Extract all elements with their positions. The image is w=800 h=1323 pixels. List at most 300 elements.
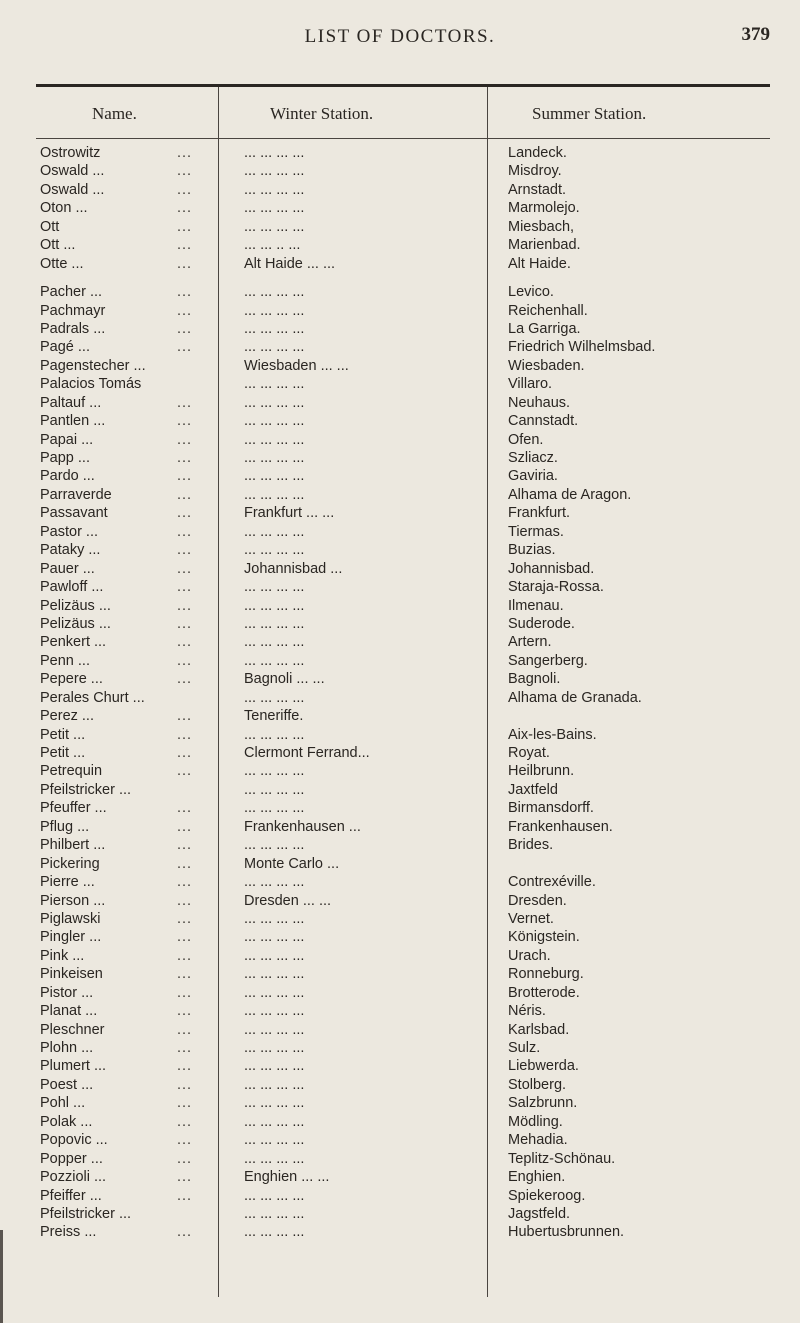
doctor-name: Otte ...: [40, 255, 84, 272]
doctor-name: Pacher ...: [40, 284, 103, 301]
table-row: [0, 928, 800, 946]
winter-station: Johannisbad ...: [244, 560, 343, 577]
table-row: [0, 707, 800, 725]
winter-station: ... ... ... ...: [244, 1076, 305, 1093]
winter-station: ... ... ... ...: [244, 763, 305, 780]
winter-station: ... ... ... ...: [244, 450, 305, 466]
name-leader-dots: ...: [177, 284, 193, 301]
doctor-name: Pfeuffer ...: [40, 800, 107, 817]
summer-station: Ilmenau.: [508, 597, 564, 614]
doctor-name: Petit ...: [40, 745, 86, 761]
name-leader-dots: ...: [177, 560, 193, 577]
winter-station: ... ... ... ...: [244, 1021, 305, 1038]
winter-station: ... ... ... ...: [244, 163, 305, 180]
name-leader-dots: ...: [177, 579, 193, 596]
summer-station: Reichenhall.: [508, 302, 588, 319]
doctor-name: Popper ...: [40, 1150, 103, 1167]
table-row: [0, 560, 800, 578]
doctor-name: Plumert ...: [40, 1058, 107, 1075]
table-row: [0, 357, 800, 375]
page-number: 379: [741, 24, 770, 45]
name-leader-dots: ...: [177, 929, 193, 946]
winter-station: ... ... ... ...: [244, 615, 305, 632]
name-leader-dots: ...: [177, 505, 193, 522]
name-leader-dots: ...: [177, 394, 193, 411]
summer-station: Heilbrunn.: [508, 763, 575, 780]
winter-station: ... ... ... ...: [244, 320, 305, 337]
header-rule: [36, 138, 770, 139]
table-row: [0, 615, 800, 633]
doctor-name: Pingler ...: [40, 929, 102, 946]
doctor-name: Pierre ...: [40, 874, 95, 891]
summer-station: Salzbrunn.: [508, 1095, 578, 1112]
doctor-name: Ott: [40, 218, 60, 235]
table-row: [0, 1076, 800, 1094]
table-row: [0, 523, 800, 541]
table-row: [0, 965, 800, 983]
doctor-name: Pickering: [40, 855, 100, 872]
summer-station: Tiermas.: [508, 523, 564, 540]
doctor-name: Papai ...: [40, 431, 94, 448]
row-spacer: [0, 273, 800, 283]
table-row: [0, 799, 800, 817]
doctor-name: Pepere ...: [40, 671, 103, 688]
table-row: [0, 181, 800, 199]
table-row: [0, 762, 800, 780]
winter-station: ... ... ... ...: [244, 781, 305, 798]
winter-station: ... ... ... ...: [244, 145, 305, 161]
winter-station: ... ... ... ...: [244, 947, 305, 964]
table-row: [0, 1094, 800, 1112]
winter-station: ... ... .. ...: [244, 237, 301, 254]
table-row: [0, 431, 800, 449]
name-leader-dots: ...: [177, 745, 193, 761]
winter-station: ... ... ... ...: [244, 302, 305, 319]
doctor-name: Pleschner: [40, 1021, 105, 1038]
doctor-name: Ostrowitz: [40, 145, 101, 161]
doctor-name: Oswald ...: [40, 181, 105, 198]
winter-station: ... ... ... ...: [244, 726, 305, 743]
name-leader-dots: ...: [177, 450, 193, 466]
winter-station: ... ... ... ...: [244, 984, 305, 1001]
summer-station: Staraja-Rossa.: [508, 579, 604, 596]
running-title: LIST OF DOCTORS.: [304, 26, 496, 47]
name-leader-dots: ...: [177, 966, 193, 983]
winter-station: ... ... ... ...: [244, 634, 305, 651]
doctor-name: Pawloff ...: [40, 579, 104, 596]
summer-station: Urach.: [508, 947, 551, 964]
doctor-name: Philbert ...: [40, 837, 106, 854]
doctor-name: Pastor ...: [40, 523, 99, 540]
winter-station: ... ... ... ...: [244, 910, 305, 927]
table-row: [0, 338, 800, 356]
doctor-name: Perez ...: [40, 708, 94, 725]
name-leader-dots: ...: [177, 1003, 193, 1020]
table-row: [0, 302, 800, 320]
summer-station: Alt Haide.: [508, 255, 571, 272]
winter-station: ... ... ... ...: [244, 837, 305, 854]
table-row: [0, 1021, 800, 1039]
winter-station: ... ... ... ...: [244, 874, 305, 891]
doctor-name: Perales Churt ...: [40, 689, 145, 706]
name-leader-dots: ...: [177, 486, 193, 503]
name-leader-dots: ...: [177, 1076, 193, 1093]
winter-station: ... ... ... ...: [244, 689, 305, 706]
table-row: [0, 818, 800, 836]
table-row: [0, 486, 800, 504]
doctor-name: Papp ...: [40, 450, 90, 466]
winter-station: Bagnoli ... ...: [244, 671, 325, 688]
summer-station: Mödling.: [508, 1113, 563, 1130]
table-row: [0, 1039, 800, 1057]
doctor-name: Paltauf ...: [40, 394, 102, 411]
doctor-name: Pfeiffer ...: [40, 1187, 102, 1204]
name-leader-dots: ...: [177, 763, 193, 780]
summer-station: Néris.: [508, 1003, 546, 1020]
winter-station: ... ... ... ...: [244, 1132, 305, 1149]
name-leader-dots: ...: [177, 947, 193, 964]
summer-station: Bagnoli.: [508, 671, 561, 688]
doctor-name: Penn ...: [40, 652, 90, 669]
summer-station: Ofen.: [508, 431, 544, 448]
table-row: [0, 855, 800, 873]
winter-station: ... ... ... ...: [244, 200, 305, 217]
table-row: [0, 1113, 800, 1131]
table-row: [0, 199, 800, 217]
summer-station: Levico.: [508, 284, 554, 301]
summer-station: Vernet.: [508, 910, 554, 927]
summer-station: Frankfurt.: [508, 505, 571, 522]
summer-station: Neuhaus.: [508, 394, 571, 411]
table-row: [0, 633, 800, 651]
summer-station: Friedrich Wilhelmsbad.: [508, 339, 656, 356]
winter-station: ... ... ... ...: [244, 413, 305, 430]
name-leader-dots: ...: [177, 1224, 193, 1241]
top-rule: [36, 84, 770, 87]
summer-station: Brotterode.: [508, 984, 580, 1001]
name-leader-dots: ...: [177, 181, 193, 198]
name-leader-dots: ...: [177, 892, 193, 909]
winter-station: Enghien ... ...: [244, 1169, 330, 1186]
summer-station: Villaro.: [508, 376, 553, 393]
winter-station: Frankenhausen ...: [244, 818, 361, 835]
winter-station: ... ... ... ...: [244, 579, 305, 596]
table-row: [0, 1223, 800, 1241]
doctor-name: Pagé ...: [40, 339, 90, 356]
doctor-table: [0, 144, 800, 1242]
name-leader-dots: ...: [177, 597, 193, 614]
doctor-name: Pfeilstricker ...: [40, 1205, 132, 1222]
doctor-name: Pachmayr: [40, 302, 106, 319]
name-leader-dots: ...: [177, 652, 193, 669]
summer-station: Misdroy.: [508, 163, 562, 180]
doctor-name: Pauer ...: [40, 560, 95, 577]
table-row: [0, 836, 800, 854]
doctor-name: Popovic ...: [40, 1132, 108, 1149]
winter-station: ... ... ... ...: [244, 652, 305, 669]
table-row: [0, 726, 800, 744]
table-row: [0, 394, 800, 412]
table-row: [0, 1131, 800, 1149]
name-leader-dots: ...: [177, 413, 193, 430]
summer-station: Königstein.: [508, 929, 580, 946]
table-row: [0, 910, 800, 928]
table-row: [0, 670, 800, 688]
name-leader-dots: ...: [177, 855, 193, 872]
table-row: [0, 504, 800, 522]
name-leader-dots: ...: [177, 1113, 193, 1130]
summer-station: Birmansdorff.: [508, 800, 594, 817]
table-row: [0, 652, 800, 670]
summer-station: Hubertusbrunnen.: [508, 1224, 625, 1241]
doctor-name: Pataky ...: [40, 542, 101, 559]
summer-station: Spiekeroog.: [508, 1187, 586, 1204]
summer-station: Aix-les-Bains.: [508, 726, 597, 743]
table-row: [0, 744, 800, 762]
summer-station: Stolberg.: [508, 1076, 567, 1093]
header-winter-station: Winter Station.: [270, 104, 374, 123]
page-header: [0, 22, 800, 52]
doctor-name: Ott ...: [40, 237, 76, 254]
summer-station: Wiesbaden.: [508, 357, 585, 374]
name-leader-dots: ...: [177, 1169, 193, 1186]
doctor-name: Plohn ...: [40, 1040, 94, 1056]
winter-station: ... ... ... ...: [244, 1058, 305, 1075]
winter-station: ... ... ... ...: [244, 1150, 305, 1167]
name-leader-dots: ...: [177, 1058, 193, 1075]
name-leader-dots: ...: [177, 837, 193, 854]
table-row: [0, 1205, 800, 1223]
summer-station: Mehadia.: [508, 1132, 568, 1149]
doctor-name: Oton ...: [40, 200, 88, 217]
table-row: [0, 162, 800, 180]
doctor-name: Parraverde: [40, 486, 112, 503]
name-leader-dots: ...: [177, 468, 193, 485]
winter-station: ... ... ... ...: [244, 376, 305, 393]
table-row: [0, 873, 800, 891]
doctor-name: Pelizäus ...: [40, 615, 111, 632]
winter-station: ... ... ... ...: [244, 597, 305, 614]
summer-station: Sangerberg.: [508, 652, 588, 669]
table-row: [0, 984, 800, 1002]
name-leader-dots: ...: [177, 615, 193, 632]
table-row: [0, 144, 800, 162]
doctor-name: Pelizäus ...: [40, 597, 111, 614]
name-leader-dots: ...: [177, 708, 193, 725]
name-leader-dots: ...: [177, 237, 193, 254]
name-leader-dots: ...: [177, 1021, 193, 1038]
table-row: [0, 1002, 800, 1020]
table-row: [0, 255, 800, 273]
name-leader-dots: ...: [177, 1187, 193, 1204]
doctor-name: Poest ...: [40, 1076, 94, 1093]
doctor-name: Pardo ...: [40, 468, 95, 485]
summer-station: Alhama de Aragon.: [508, 486, 632, 503]
winter-station: ... ... ... ...: [244, 1187, 305, 1204]
table-row: [0, 467, 800, 485]
doctor-name: Penkert ...: [40, 634, 107, 651]
summer-station: Karlsbad.: [508, 1021, 570, 1038]
winter-station: ... ... ... ...: [244, 542, 305, 559]
name-leader-dots: ...: [177, 800, 193, 817]
table-row: [0, 412, 800, 430]
name-leader-dots: ...: [177, 200, 193, 217]
winter-station: ... ... ... ...: [244, 523, 305, 540]
winter-station: ... ... ... ...: [244, 1205, 305, 1222]
summer-station: Suderode.: [508, 615, 575, 632]
table-row: [0, 892, 800, 910]
doctor-name: Polak ...: [40, 1113, 93, 1130]
doctor-name: Pinkeisen: [40, 966, 103, 983]
summer-station: Alhama de Granada.: [508, 689, 642, 706]
winter-station: ... ... ... ...: [244, 394, 305, 411]
name-leader-dots: ...: [177, 542, 193, 559]
table-row: [0, 597, 800, 615]
name-leader-dots: ...: [177, 431, 193, 448]
summer-station: Cannstadt.: [508, 413, 579, 430]
table-row: [0, 1150, 800, 1168]
doctor-name: Pagenstecher ...: [40, 357, 146, 374]
summer-station: Artern.: [508, 634, 552, 651]
table-row: [0, 236, 800, 254]
summer-station: Royat.: [508, 745, 550, 761]
summer-station: Enghien.: [508, 1169, 566, 1186]
winter-station: Teneriffe.: [244, 708, 304, 725]
doctor-name: Preiss ...: [40, 1224, 97, 1241]
table-row: [0, 449, 800, 467]
doctor-name: Pistor ...: [40, 984, 94, 1001]
summer-station: Dresden.: [508, 892, 567, 909]
doctor-name: Pierson ...: [40, 892, 106, 909]
summer-station: Ronneburg.: [508, 966, 584, 983]
name-leader-dots: ...: [177, 726, 193, 743]
name-leader-dots: ...: [177, 1150, 193, 1167]
table-row: [0, 320, 800, 338]
name-leader-dots: ...: [177, 1132, 193, 1149]
doctor-name: Petrequin: [40, 763, 103, 780]
summer-station: Liebwerda.: [508, 1058, 579, 1075]
doctor-name: Planat ...: [40, 1003, 98, 1020]
doctor-name: Piglawski: [40, 910, 101, 927]
table-row: [0, 578, 800, 596]
winter-station: ... ... ... ...: [244, 486, 305, 503]
doctor-name: Pink ...: [40, 947, 85, 964]
name-leader-dots: ...: [177, 302, 193, 319]
name-leader-dots: ...: [177, 874, 193, 891]
summer-station: La Garriga.: [508, 320, 581, 337]
name-leader-dots: ...: [177, 1040, 193, 1056]
winter-station: ... ... ... ...: [244, 1224, 305, 1241]
summer-station: Landeck.: [508, 145, 567, 161]
winter-station: ... ... ... ...: [244, 800, 305, 817]
table-row: [0, 1168, 800, 1186]
summer-station: Marmolejo.: [508, 200, 580, 217]
summer-station: Brides.: [508, 837, 554, 854]
winter-station: ... ... ... ...: [244, 929, 305, 946]
name-leader-dots: ...: [177, 218, 193, 235]
name-leader-dots: ...: [177, 320, 193, 337]
name-leader-dots: ...: [177, 1095, 193, 1112]
name-leader-dots: ...: [177, 818, 193, 835]
summer-station: Contrexéville.: [508, 874, 596, 891]
name-leader-dots: ...: [177, 910, 193, 927]
winter-station: Alt Haide ... ...: [244, 255, 336, 272]
table-row: [0, 1057, 800, 1075]
table-row: [0, 689, 800, 707]
summer-station: Johannisbad.: [508, 560, 595, 577]
summer-station: Miesbach,: [508, 218, 575, 235]
winter-station: ... ... ... ...: [244, 1003, 305, 1020]
doctor-name: Palacios Tomás: [40, 376, 142, 393]
winter-station: ... ... ... ...: [244, 431, 305, 448]
doctor-name: Pantlen ...: [40, 413, 106, 430]
winter-station: Monte Carlo ...: [244, 855, 340, 872]
name-leader-dots: ...: [177, 523, 193, 540]
table-row: [0, 947, 800, 965]
summer-station: Buzias.: [508, 542, 556, 559]
table-row: [0, 541, 800, 559]
doctor-name: Pflug ...: [40, 818, 90, 835]
doctor-name: Pozzioli ...: [40, 1169, 107, 1186]
doctor-name: Padrals ...: [40, 320, 106, 337]
winter-station: Clermont Ferrand...: [244, 745, 370, 761]
summer-station: Jaxtfeld: [508, 781, 558, 798]
name-leader-dots: ...: [177, 255, 193, 272]
winter-station: Wiesbaden ... ...: [244, 357, 349, 374]
winter-station: ... ... ... ...: [244, 1113, 305, 1130]
name-leader-dots: ...: [177, 984, 193, 1001]
doctor-name: Oswald ...: [40, 163, 105, 180]
winter-station: ... ... ... ...: [244, 1095, 305, 1112]
name-leader-dots: ...: [177, 671, 193, 688]
summer-station: Gaviria.: [508, 468, 558, 485]
summer-station: Arnstadt.: [508, 181, 567, 198]
table-row: [0, 218, 800, 236]
doctor-name: Petit ...: [40, 726, 86, 743]
doctor-name: Pfeilstricker ...: [40, 781, 132, 798]
name-leader-dots: ...: [177, 145, 193, 161]
summer-station: Marienbad.: [508, 237, 581, 254]
summer-station: Szliacz.: [508, 450, 558, 466]
name-leader-dots: ...: [177, 339, 193, 356]
summer-station: Frankenhausen.: [508, 818, 613, 835]
winter-station: ... ... ... ...: [244, 966, 305, 983]
winter-station: ... ... ... ...: [244, 181, 305, 198]
winter-station: ... ... ... ...: [244, 468, 305, 485]
name-leader-dots: ...: [177, 163, 193, 180]
summer-station: Jagstfeld.: [508, 1205, 571, 1222]
winter-station: ... ... ... ...: [244, 284, 305, 301]
winter-station: ... ... ... ...: [244, 218, 305, 235]
column-headers: [0, 104, 800, 134]
doctor-name: Pohl ...: [40, 1095, 86, 1112]
table-row: [0, 1187, 800, 1205]
winter-station: Frankfurt ... ...: [244, 505, 335, 522]
page-edge: [0, 1230, 3, 1323]
doctor-name: Passavant: [40, 505, 108, 522]
summer-station: Teplitz-Schönau.: [508, 1150, 616, 1167]
summer-station: Sulz.: [508, 1040, 541, 1056]
name-leader-dots: ...: [177, 634, 193, 651]
header-summer-station: Summer Station.: [532, 104, 647, 123]
header-name: Name.: [92, 104, 137, 123]
winter-station: ... ... ... ...: [244, 339, 305, 356]
table-row: [0, 283, 800, 301]
table-row: [0, 375, 800, 393]
winter-station: ... ... ... ...: [244, 1040, 305, 1056]
table-row: [0, 781, 800, 799]
winter-station: Dresden ... ...: [244, 892, 332, 909]
